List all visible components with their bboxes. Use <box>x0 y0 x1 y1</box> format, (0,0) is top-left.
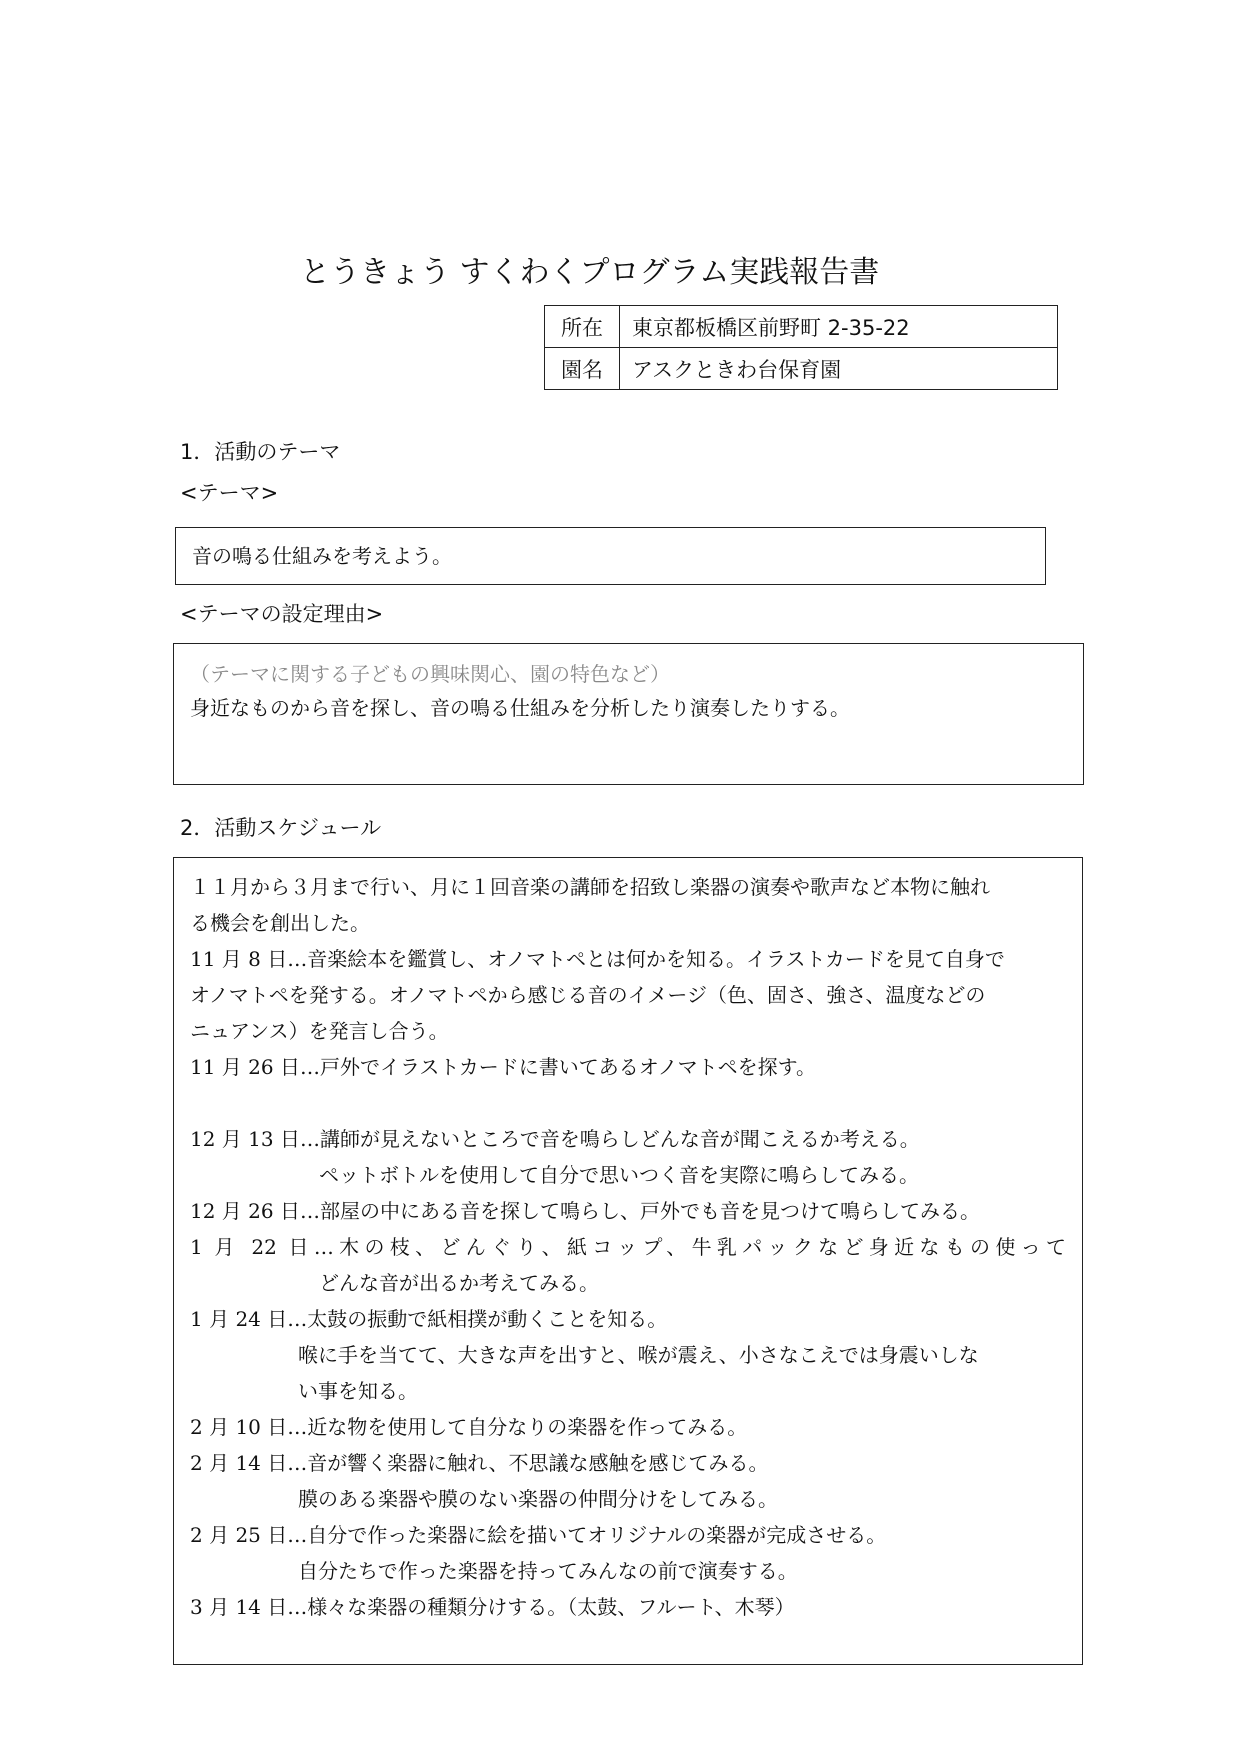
schedule-box <box>173 857 1083 1665</box>
schedule-line: い事を知る。 <box>298 1379 418 1403</box>
reason-box <box>173 643 1084 785</box>
theme-text: 音の鳴る仕組みを考えよう。 <box>192 544 452 568</box>
schedule-line: 1 月 24 日…太鼓の振動で紙相撲が動くことを知る。 <box>190 1307 668 1331</box>
info-row-name <box>545 348 1058 390</box>
page-title: とうきょう すくわくプログラム実践報告書 <box>300 255 880 290</box>
schedule-line: １１月から３月まで行い、月に１回音楽の講師を招致し楽器の演奏や歌声など本物に触れ <box>190 875 990 899</box>
schedule-line: 11 月 26 日…戸外でイラストカードに書いてあるオノマトペを探す。 <box>190 1055 816 1079</box>
info-row-location <box>545 306 1058 348</box>
schedule-line: 2 月 25 日…自分で作った楽器に絵を描いてオリジナルの楽器が完成させる。 <box>190 1523 887 1547</box>
schedule-blank-line <box>190 1085 1066 1121</box>
location-label: 所在 <box>545 306 620 348</box>
schedule-line: 喉に手を当てて、大きな声を出すと、喉が震え、小さなこえでは身震いしな <box>298 1343 979 1367</box>
schedule-line: 12 月 13 日…講師が見えないところで音を鳴らしどんな音が聞こえるか考える。 <box>190 1127 920 1151</box>
schedule-line: 11 月 8 日…音楽絵本を鑑賞し、オノマトペとは何かを知る。イラストカードを見て自身で <box>190 947 1005 971</box>
schedule-line: 12 月 26 日…部屋の中にある音を探して鳴らし、戸外でも音を見つけて鳴らしてみる。 <box>190 1199 980 1223</box>
theme-box <box>175 527 1046 585</box>
schedule-line: 3 月 14 日…様々な楽器の種類分けする。（太鼓、フルート、木琴） <box>190 1595 795 1619</box>
schedule-line: 膜のある楽器や膜のない楽器の仲間分けをしてみる。 <box>298 1487 778 1511</box>
section1-heading: 1．活動のテーマ <box>180 440 341 464</box>
reason-hint: （テーマに関する子どもの興味関心、園の特色など） <box>190 662 670 686</box>
theme-label: <テーマ> <box>180 481 279 505</box>
schedule-line: 2 月 14 日…音が響く楽器に触れ、不思議な感触を感じてみる。 <box>190 1451 769 1475</box>
schedule-line: 1 月 22 日…木の枝、どんぐり、紙コップ、牛乳パックなど身近なもの使って <box>190 1235 1066 1259</box>
schedule-line: 2 月 10 日…近な物を使用して自分なりの楽器を作ってみる。 <box>190 1415 748 1439</box>
section2-heading: 2．活動スケジュール <box>180 816 382 840</box>
schedule-line: オノマトペを発する。オノマトペから感じる音のイメージ（色、固さ、強さ、温度などの <box>190 983 986 1007</box>
schedule-line: どんな音が出るか考えてみる。 <box>319 1271 599 1295</box>
schedule-line: る機会を創出した。 <box>190 911 370 935</box>
schedule-line: 自分たちで作った楽器を持ってみんなの前で演奏する。 <box>298 1559 798 1583</box>
name-label: 園名 <box>545 348 620 390</box>
location-value: 東京都板橋区前野町 2-35-22 <box>620 306 1058 348</box>
name-value: アスクときわ台保育園 <box>620 348 1058 390</box>
reason-label: <テーマの設定理由> <box>180 602 384 626</box>
schedule-line: ニュアンス）を発言し合う。 <box>190 1019 449 1043</box>
info-table <box>544 305 1058 390</box>
schedule-line: ペットボトルを使用して自分で思いつく音を実際に鳴らしてみる。 <box>319 1163 919 1187</box>
reason-text: 身近なものから音を探し、音の鳴る仕組みを分析したり演奏したりする。 <box>190 696 850 720</box>
